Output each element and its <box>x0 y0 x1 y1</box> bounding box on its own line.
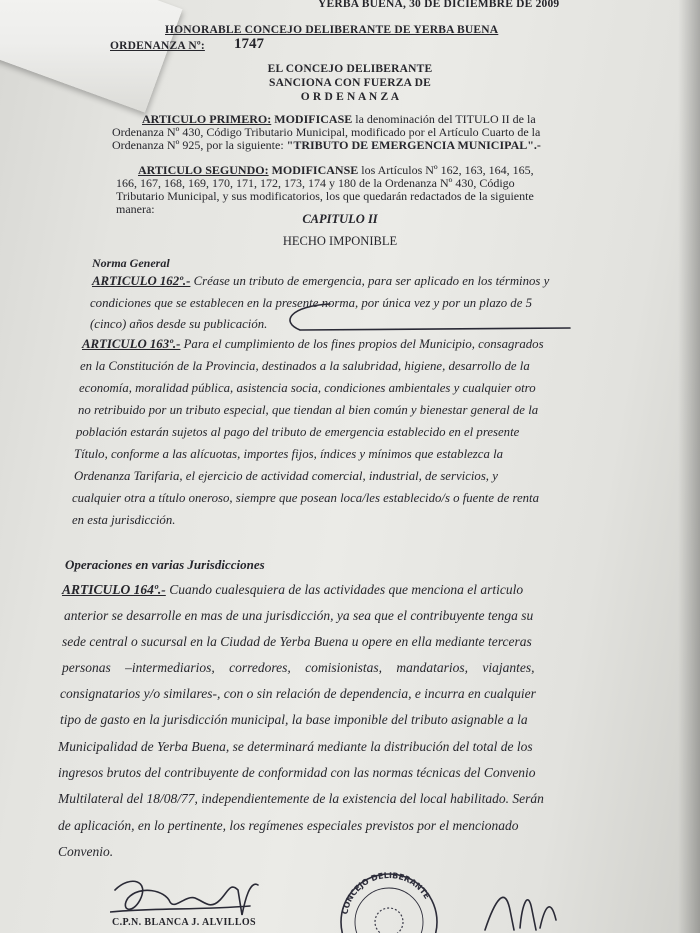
ordinance-label: ORDENANZA Nº: <box>110 40 205 52</box>
article-164-line: tipo de gasto en la jurisdicción municipal, la base imponible del tributo asignable a la <box>60 712 528 727</box>
article-162-title: ARTICULO 162º.- <box>92 274 191 288</box>
signer-name: C.P.N. BLANCA J. ALVILLOS <box>112 917 257 928</box>
article-2-line: manera: <box>116 202 155 216</box>
article-162-line: (cinco) años desde su publicación. <box>90 317 268 331</box>
article-164-first-line <box>62 582 523 598</box>
article-164-title: ARTICULO 164º.- <box>62 582 166 597</box>
chapter-title: CAPITULO II <box>302 212 378 226</box>
seal-text: CONCEJO DELIBERANTE <box>340 870 432 916</box>
article-2-line: los Artículos Nº 162, 163, 164, 165, <box>361 163 534 177</box>
article-163-title: ARTICULO 163º.- <box>82 337 181 351</box>
article-164-line: Cuando cualesquiera de las actividades que menciona el articulo <box>169 582 524 597</box>
article-163-line: cualquier otra a título oneroso, siempre que posean loca/les establecido/s o fuente de renta <box>72 491 540 505</box>
article-2-line: Tributario Municipal, y sus modificatorios, los que quedarán redactados de la siguiente <box>116 189 534 203</box>
article-162-line: condiciones que se establecen en la presente norma, por única vez y por un plazo de 5 <box>90 296 532 310</box>
ordinance-number: 1747 <box>234 36 264 52</box>
sanction-line-2: SANCIONA CON FUERZA DE <box>269 77 431 89</box>
article-1-line: Ordenanza Nº 430, Código Tributario Municipal, modificado por el Artículo Cuarto de la <box>112 125 541 139</box>
section-operaciones: Operaciones en varias Jurisdicciones <box>65 557 265 572</box>
pen-mark <box>270 300 610 340</box>
article-1-verb: MODIFICASE <box>274 112 353 126</box>
article-164-line: Convenio. <box>58 844 114 859</box>
sanction-line-1: EL CONCEJO DELIBERANTE <box>267 63 433 75</box>
chapter-subtitle: HECHO IMPONIBLE <box>282 234 398 248</box>
article-163-line: no retribuido por un tributo especial, que tiendan al bien común y bienestar general de la <box>78 403 539 417</box>
article-1-last-line <box>112 138 541 153</box>
svg-text:CONCEJO DELIBERANTE <box>340 871 431 915</box>
article-164-line: personas –intermediarios, corredores, comisionistas, mandatarios, viajantes, <box>62 660 535 675</box>
article-164-line: de aplicación, en lo pertinente, los regímenes especiales previstos por el mencionado <box>58 818 519 833</box>
date-line: YERBA BUENA, 30 DE DICIEMBRE DE 2009 <box>318 0 560 10</box>
article-164-line: ingresos brutos del contribuyente de conformidad con las normas técnicas del Convenio <box>58 765 536 780</box>
article-1-new-name: "TRIBUTO DE EMERGENCIA MUNICIPAL".- <box>286 138 541 152</box>
article-163-line: economía, moralidad pública, asistencia socia, condiciones ambientales y cualquier otro <box>79 381 536 395</box>
article-163-line: Para el cumplimiento de los fines propios del Municipio, consagrados <box>183 337 544 351</box>
article-1-title: ARTICULO PRIMERO: <box>142 112 272 126</box>
council-seal <box>335 860 445 933</box>
article-164-line: Municipalidad de Yerba Buena, se determinará mediante la distribución del total de los <box>58 739 533 754</box>
article-2-verb: MODIFICANSE <box>271 163 359 177</box>
article-164-line: sede central o sucursal en la Ciudad de Yerba Buena u opere en ella mediante terceras <box>62 634 532 649</box>
article-163-line: población estarán sujetos al pago del tributo de emergencia establecido en el presente <box>76 425 520 439</box>
page-shadow <box>678 0 700 933</box>
article-164-line: consignatarios y/o similares-, con o sin relación de dependencia, e incurra en cualquier <box>60 686 536 701</box>
article-163-line: en esta jurisdicción. <box>72 513 176 527</box>
council-title: HONORABLE CONCEJO DELIBERANTE DE YERBA BUENA <box>165 24 499 36</box>
article-2-line: 166, 167, 168, 169, 170, 171, 172, 173, 174 y 180 de la Ordenanza Nº 430, Código <box>116 176 515 190</box>
sanction-line-3: O R D E N A N Z A <box>300 91 400 103</box>
article-163-line: Título, conforme a las alícuotas, importes fijos, índices y mínimos que establezca la <box>74 447 504 461</box>
article-164-line: anterior se desarrolle en mas de una jurisdicción, ya sea que el contribuyente tenga su <box>64 608 534 623</box>
article-163-line: Ordenanza Tarifaria, el ejercicio de actividad comercial, industrial, de servicios, y <box>74 469 498 483</box>
article-1-line: Ordenanza Nº 925, por la siguiente: <box>112 138 284 152</box>
section-norma-general: Norma General <box>92 256 170 270</box>
second-signature <box>480 880 570 933</box>
article-162-first-line <box>92 274 549 289</box>
article-164-line: Multilateral del 18/08/77, independientemente de la existencia del local habilitado. Serán <box>58 791 544 806</box>
article-163-line: en la Constitución de la Provincia, destinados a la salubridad, higiene, desarrollo de la <box>80 359 530 373</box>
article-162-line: Créase un tributo de emergencia, para ser aplicado en los términos y <box>193 274 550 288</box>
article-2-title: ARTICULO SEGUNDO: <box>138 163 269 177</box>
article-1-line: la denominación del TITULO II de la <box>355 112 536 126</box>
